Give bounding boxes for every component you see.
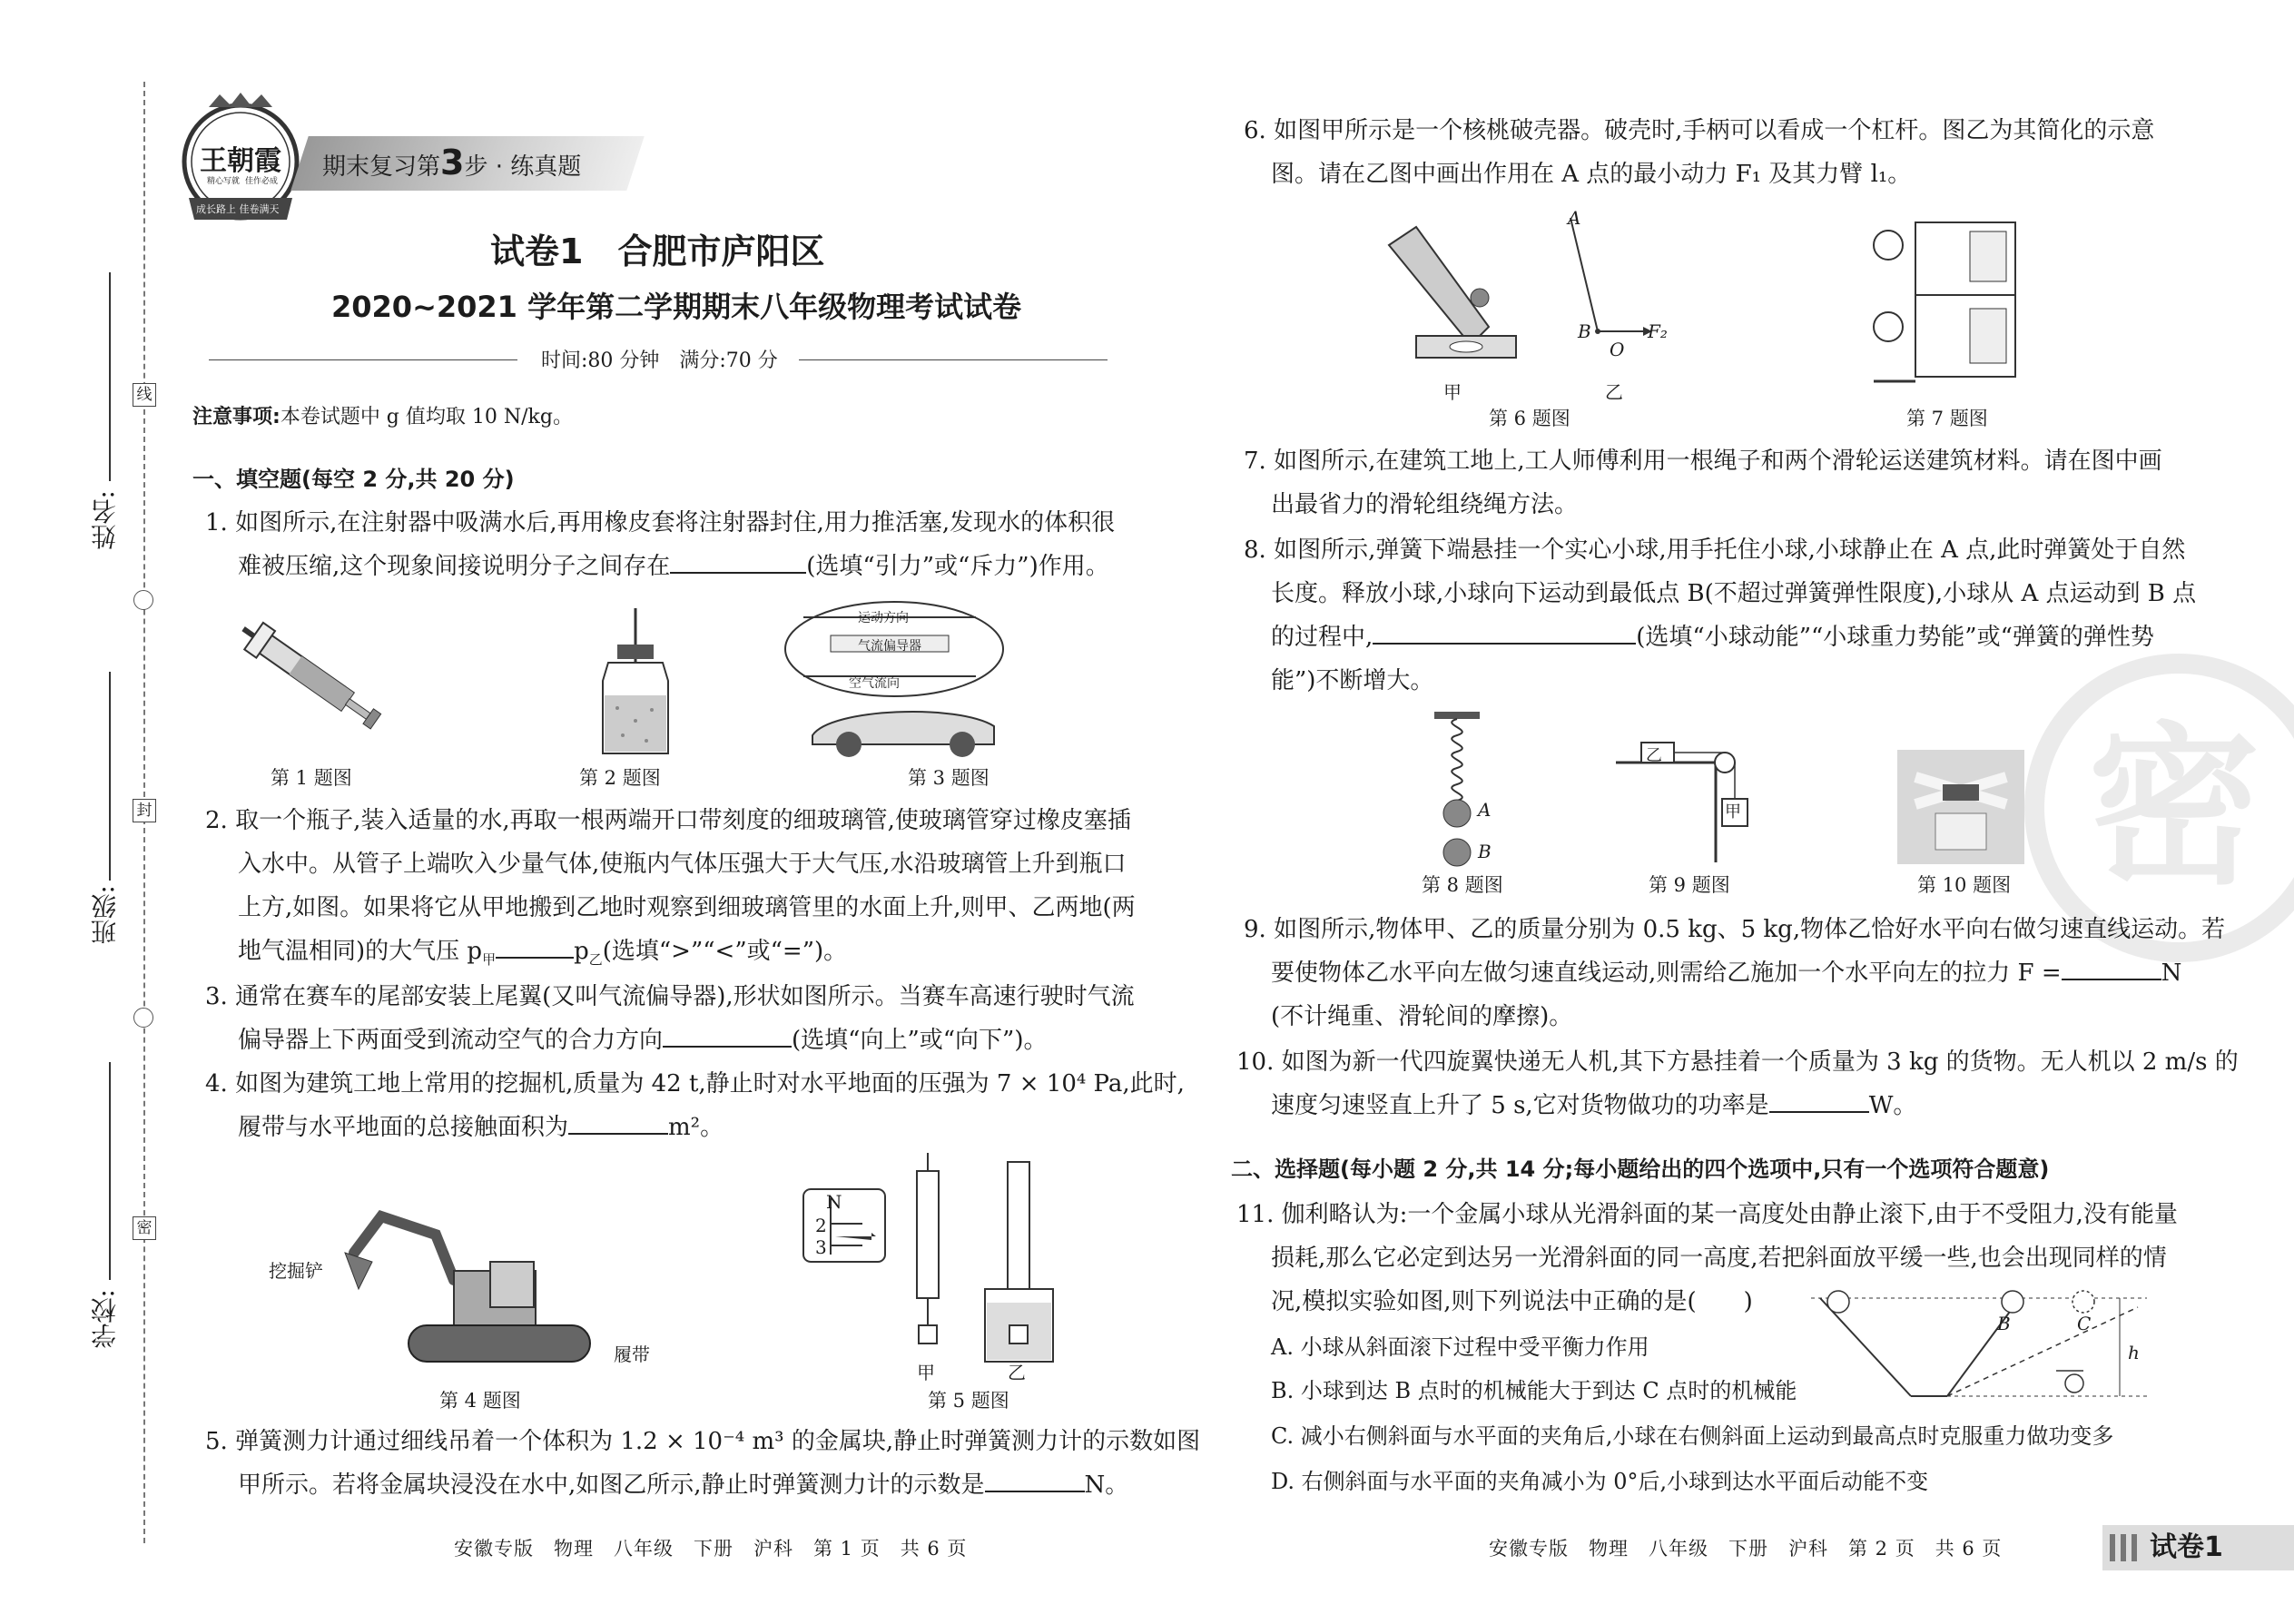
exam-title-line1: 试卷1 合肥市庐阳区 [490, 231, 825, 271]
q5-answer-blank[interactable] [985, 1469, 1085, 1492]
fig6-label-o: O [1610, 339, 1625, 360]
section1-title: 一、填空题(每空 2 分,共 20 分) [192, 467, 515, 492]
fig6-label-b: B [1578, 320, 1591, 342]
q4-text-b: m²。 [668, 1114, 724, 1141]
fig3-label-motion: 运动方向 [858, 611, 909, 625]
fig4-label-track: 履带 [614, 1343, 650, 1365]
q1-line1: 1. 如图所示,在注射器中吸满水后,再用橡皮套将注射器封住,用力推活塞,发现水的体积很 [205, 509, 1116, 536]
logo-text: 王朝霞 [200, 145, 281, 177]
name-underline [109, 272, 111, 481]
q4-text-a: 履带与水平地面的总接触面积为 [238, 1114, 569, 1141]
fig8-label-a: A [1478, 799, 1492, 821]
time-info: 时间:80 分钟 满分:70 分 [541, 349, 778, 372]
fig4-label-bucket: 挖掘铲 [269, 1260, 323, 1282]
q6-line2: 图。请在乙图中画出作用在 A 点的最小动力 F₁ 及其力臂 l₁。 [1271, 161, 1912, 188]
logo-motto-right: 佳作必成 [245, 177, 279, 186]
fig5-zoom-2: 2 [815, 1215, 827, 1236]
fig6-label-jia: 甲 [1443, 381, 1462, 403]
fig8-label-b: B [1478, 841, 1492, 862]
section2-title: 二、选择题(每小题 2 分,共 14 分;每小题给出的四个选项中,只有一个选项符合题意) [1231, 1156, 2050, 1182]
q11-line1: 11. 伽利略认为:一个金属小球从光滑斜面的某一高度处由静止滚下,由于不受阻力,没有能量 [1236, 1201, 2178, 1228]
step-suffix: 步 · 练真题 [464, 153, 582, 181]
fig3-label-airflow: 空气流向 [849, 676, 900, 691]
q6-line1: 6. 如图甲所示是一个核桃破壳器。破壳时,手柄可以看成一个杠杆。图乙为其简化的示意 [1244, 117, 2155, 144]
gutter-dot [133, 1008, 153, 1028]
gutter-dot [133, 590, 153, 610]
fig10-caption: 第 10 题图 [1917, 874, 2012, 896]
q5-line1: 5. 弹簧测力计通过细线吊着一个体积为 1.2 × 10⁻⁴ m³ 的金属块,静止时弹簧测力计的示数如图 [205, 1428, 1201, 1455]
fig5-zoom-3: 3 [815, 1236, 827, 1258]
q9-text-b: N [2161, 960, 2182, 987]
q2-sub-yi: 乙 [588, 951, 603, 969]
q1-text-b: (选填“引力”或“斥力”)作用。 [806, 553, 1109, 580]
q10-line1: 10. 如图为新一代四旋翼快递无人机,其下方悬挂着一个质量为 3 kg 的货物。无人机以 2 m/s 的 [1236, 1048, 2239, 1076]
fig4-caption: 第 4 题图 [439, 1390, 521, 1412]
q9-line2 [1271, 957, 2181, 989]
notice-text: 本卷试题中 g 值均取 10 N/kg。 [280, 406, 573, 428]
q9-text-a: 要使物体乙水平向左做匀速直线运动,则需给乙施加一个水平向左的拉力 F = [1271, 960, 2062, 987]
fig5-spring-scales [799, 1153, 1098, 1380]
q8-answer-blank[interactable] [1373, 621, 1636, 645]
class-label: 班级: [90, 885, 120, 945]
fig7-caption: 第 7 题图 [1906, 408, 1988, 429]
q11-line2: 损耗,那么它必定到达另一光滑斜面的同一高度,若把斜面放平缓一些,也会出现同样的情 [1271, 1245, 2167, 1272]
q2-text-b: p [574, 938, 589, 965]
fig3-caption: 第 3 题图 [908, 767, 989, 789]
q5-line2 [238, 1469, 1128, 1501]
q2-line1: 2. 取一个瓶子,装入适量的水,再取一根两端开口带刻度的细玻璃管,使玻璃管穿过橡皮塞插 [205, 807, 1131, 834]
time-info-rule-left [209, 359, 517, 360]
fig2-bottle [581, 608, 690, 763]
logo-motto-left: 精心写就 [207, 177, 241, 186]
step-number: 3 [440, 143, 465, 182]
q3-text-a: 偏导器上下两面受到流动空气的合力方向 [238, 1027, 664, 1054]
notice-label: 注意事项: [192, 406, 281, 428]
fig6-nutcracker [1380, 209, 1534, 372]
q5-text-a: 甲所示。若将金属块浸没在水中,如图乙所示,静止时弹簧测力计的示数是 [238, 1471, 985, 1499]
q8-line1: 8. 如图所示,弹簧下端悬挂一个实心小球,用手托住小球,小球静止在 A 点,此时弹簧处于自然 [1244, 536, 2186, 564]
fig11-inclines [1811, 1289, 2156, 1407]
q1-text-a: 难被压缩,这个现象间接说明分子之间存在 [238, 553, 671, 580]
corner-tag: 试卷1 [2150, 1531, 2223, 1563]
name-label: 姓名: [90, 490, 120, 550]
fig5-zoom-n: N [826, 1191, 842, 1213]
q4-line2 [238, 1111, 724, 1144]
fig4-excavator [318, 1198, 617, 1380]
fig5-caption: 第 5 题图 [928, 1390, 1009, 1412]
q7-line1: 7. 如图所示,在建筑工地上,工人师傅利用一根绳子和两个滑轮运送建筑材料。请在图中画 [1244, 448, 2162, 475]
school-underline [109, 1062, 111, 1280]
q1-line2 [238, 550, 1109, 583]
q5-text-b: N。 [1084, 1471, 1129, 1499]
q7-line2: 出最省力的滑轮组绕绳方法。 [1271, 491, 1579, 518]
q3-line1: 3. 通常在赛车的尾部安装上尾翼(又叫气流偏导器),形状如图所示。当赛车高速行驶时气流 [205, 983, 1135, 1010]
q3-text-b: (选填“向上”或“向下”)。 [792, 1027, 1048, 1054]
q4-line1: 4. 如图为建筑工地上常用的挖掘机,质量为 42 t,静止时对水平地面的压强为 7 × 10⁴ Pa,此时, [205, 1070, 1185, 1097]
fig8-caption: 第 8 题图 [1422, 874, 1503, 896]
q10-answer-blank[interactable] [1769, 1089, 1869, 1113]
notice [192, 401, 573, 434]
q2-line4 [238, 935, 847, 976]
q2-text-c: (选填“>”“<”或“=”)。 [602, 938, 848, 965]
q2-line2: 入水中。从管子上端吹入少量气体,使瓶内气体压强大于大气压,水沿玻璃管上升到瓶口 [238, 851, 1127, 878]
q11-line3: 况,模拟实验如图,则下列说法中正确的是( ) [1271, 1288, 1753, 1315]
q8-line4: 能”)不断增大。 [1271, 667, 1434, 694]
time-info-rule-right [799, 359, 1108, 360]
q2-text-a: 地气温相同)的大气压 p [238, 938, 483, 965]
fig10-drone-photo [1897, 750, 2024, 864]
q10-line2 [1271, 1089, 1916, 1122]
class-underline [109, 672, 111, 881]
q11-option-c[interactable]: C. 减小右侧斜面与水平面的夹角后,小球在右侧斜面上运动到最高点时克服重力做功变多 [1271, 1423, 2114, 1449]
q10-text-a: 速度匀速竖直上升了 5 s,它对货物做功的功率是 [1271, 1092, 1769, 1119]
q9-answer-blank[interactable] [2062, 957, 2161, 980]
fig1-caption: 第 1 题图 [271, 767, 352, 789]
fig9-caption: 第 9 题图 [1649, 874, 1730, 896]
q3-answer-blank[interactable] [663, 1024, 792, 1048]
fig9-label-jia: 甲 [1725, 802, 1741, 822]
fig5-label-yi: 乙 [1008, 1362, 1026, 1383]
q8-text-a: 的过程中, [1271, 624, 1373, 651]
q9-line1: 9. 如图所示,物体甲、乙的质量分别为 0.5 kg、5 kg,物体乙恰好水平向右做匀速直线运动。若 [1244, 916, 2226, 943]
q10-text-b: W。 [1868, 1092, 1917, 1119]
q8-line3 [1271, 621, 2154, 654]
cut-mark-seal: 封 [133, 799, 156, 822]
fig6-label-yi: 乙 [1605, 381, 1623, 403]
q11-option-a[interactable]: A. 小球从斜面滚下过程中受平衡力作用 [1271, 1334, 1649, 1360]
step-prefix: 期末复习第 [322, 153, 441, 181]
fig6-label-f2: F₂ [1648, 320, 1668, 342]
fig1-syringe [227, 617, 409, 744]
q8-text-b: (选填“小球动能”“小球重力势能”或“弹簧的弹性势 [1636, 624, 2154, 651]
q11-option-d[interactable]: D. 右侧斜面与水平面的夹角减小为 0°后,小球到达水平面后动能不变 [1271, 1469, 1929, 1494]
q2-sub-jia: 甲 [482, 951, 497, 969]
footer-right: 安徽专版 物理 八年级 下册 沪科 第 2 页 共 6 页 [1489, 1538, 2003, 1560]
q4-answer-blank[interactable] [568, 1111, 668, 1135]
q2-answer-blank[interactable] [496, 935, 574, 959]
fig11-label-h: h [2128, 1342, 2140, 1363]
fig2-caption: 第 2 题图 [579, 767, 661, 789]
brand-logo [172, 91, 309, 227]
fig7-building-pulleys [1852, 209, 2033, 390]
q3-line2 [238, 1024, 1047, 1057]
fig6-caption: 第 6 题图 [1489, 408, 1570, 429]
fig5-label-jia: 甲 [917, 1362, 935, 1383]
corner-tag-pattern [2110, 1534, 2142, 1561]
q1-answer-blank[interactable] [670, 550, 806, 574]
q2-line3: 上方,如图。如果将它从甲地搬到乙地时观察到细玻璃管里的水面上升,则甲、乙两地(两 [238, 894, 1136, 921]
footer-left: 安徽专版 物理 八年级 下册 沪科 第 1 页 共 6 页 [454, 1538, 968, 1560]
fig11-label-b: B [1997, 1313, 2011, 1334]
fig6-label-a: A [1568, 207, 1581, 229]
q8-line2: 长度。释放小球,小球向下运动到最低点 B(不超过弹簧弹性限度),小球从 A 点运动到 B 点 [1271, 580, 2197, 607]
q9-line3: (不计绳重、滑轮间的摩擦)。 [1271, 1003, 1573, 1030]
cut-mark-secret: 密 [133, 1216, 156, 1240]
seal-watermark-char: 密 [2088, 707, 2261, 908]
school-label: 学校: [90, 1289, 120, 1349]
exam-title-line2: 2020~2021 学年第二学期期末八年级物理考试试卷 [331, 290, 1022, 324]
q11-option-b[interactable]: B. 小球到达 B 点时的机械能大于到达 C 点时的机械能 [1271, 1378, 1797, 1403]
cut-mark-line: 线 [133, 383, 156, 407]
fig9-label-yi: 乙 [1646, 746, 1662, 765]
fig11-label-c: C [2077, 1313, 2092, 1334]
logo-ribbon: 成长路上 佳卷满天 [196, 203, 280, 215]
step-banner-text [322, 142, 581, 188]
fig3-label-deflector: 气流偏导器 [858, 639, 921, 654]
